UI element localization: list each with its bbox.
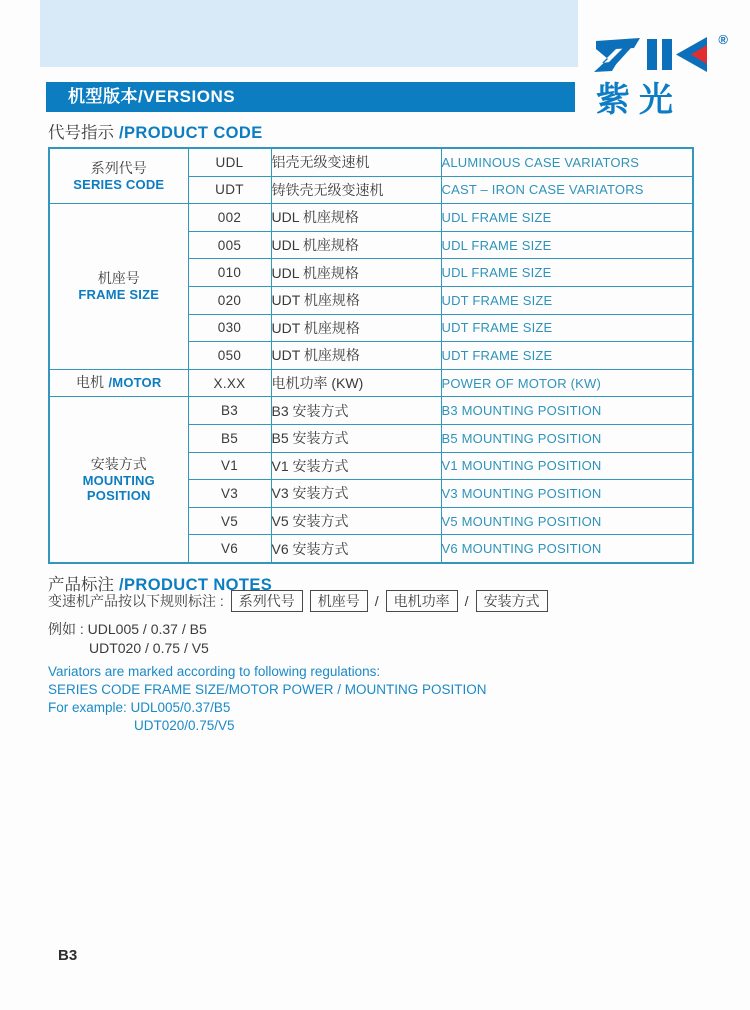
cell-desc-cn: 铸铁壳无级变速机 — [271, 176, 441, 204]
rule-box-frame-size: 机座号 — [310, 590, 368, 612]
product-code-title-cn: 代号指示 — [48, 124, 114, 142]
cell-desc-en: V5 MOUNTING POSITION — [441, 507, 693, 535]
cell-desc-en: UDT FRAME SIZE — [441, 342, 693, 370]
group-label-frame-size: 机座号 FRAME SIZE — [49, 204, 188, 370]
registered-mark: ® — [718, 32, 728, 47]
cell-desc-en: ALUMINOUS CASE VARIATORS — [441, 148, 693, 176]
cell-desc-en: POWER OF MOTOR (KW) — [441, 369, 693, 397]
cell-desc-en: UDL FRAME SIZE — [441, 231, 693, 259]
cell-desc-cn: V3 安装方式 — [271, 480, 441, 508]
cell-desc-cn: UDL 机座规格 — [271, 204, 441, 232]
english-notes-line2: SERIES CODE FRAME SIZE/MOTOR POWER / MOUNTING POSITION — [48, 682, 487, 697]
cell-code: 010 — [188, 259, 271, 287]
cell-desc-cn: UDL 机座规格 — [271, 231, 441, 259]
cell-desc-en: V6 MOUNTING POSITION — [441, 535, 693, 563]
example-value-2: UDT020 / 0.75 / V5 — [89, 640, 209, 656]
table-row — [49, 369, 693, 397]
cell-code: B3 — [188, 397, 271, 425]
table-row — [49, 204, 693, 232]
section-header-bar: 机型版本/VERSIONS — [46, 82, 575, 112]
rule-slash: / — [374, 593, 379, 609]
cell-desc-cn: V1 安装方式 — [271, 452, 441, 480]
cell-desc-en: CAST – IRON CASE VARIATORS — [441, 176, 693, 204]
cell-code: V1 — [188, 452, 271, 480]
cell-desc-en: V3 MOUNTING POSITION — [441, 480, 693, 508]
english-notes-line3: For example: UDL005/0.37/B5 — [48, 700, 231, 715]
cell-desc-cn: UDL 机座规格 — [271, 259, 441, 287]
marking-rule-line — [48, 590, 548, 612]
product-code-title — [48, 119, 263, 143]
rule-box-motor-power: 电机功率 — [386, 590, 458, 612]
cell-code: 020 — [188, 286, 271, 314]
product-code-title-en: /PRODUCT CODE — [119, 124, 263, 142]
cell-desc-en: UDL FRAME SIZE — [441, 259, 693, 287]
product-notes-title-en: /PRODUCT NOTES — [119, 576, 273, 594]
product-notes-title-cn: 产品标注 — [48, 576, 114, 594]
english-notes-line1: Variators are marked according to following regulations: — [48, 664, 381, 679]
cell-code: X.XX — [188, 369, 271, 397]
cell-code: UDL — [188, 148, 271, 176]
group-label-mounting-position: 安装方式 MOUNTING POSITION — [49, 397, 188, 563]
cell-desc-cn: 铝壳无级变速机 — [271, 148, 441, 176]
example-label: 例如 : — [48, 621, 84, 637]
cell-desc-en: B5 MOUNTING POSITION — [441, 424, 693, 452]
cell-desc-en: V1 MOUNTING POSITION — [441, 452, 693, 480]
top-band — [40, 0, 578, 67]
page-number: B3 — [58, 947, 78, 964]
cell-desc-en: B3 MOUNTING POSITION — [441, 397, 693, 425]
cell-code: 030 — [188, 314, 271, 342]
table-row — [49, 148, 693, 176]
zik-logo-icon — [594, 36, 714, 74]
group-label-motor: 电机 /MOTOR — [49, 369, 188, 397]
product-code-table — [48, 147, 694, 564]
cell-desc-cn: B5 安装方式 — [271, 424, 441, 452]
cell-desc-cn: UDT 机座规格 — [271, 342, 441, 370]
rule-box-mounting-position: 安装方式 — [476, 590, 548, 612]
brand-name-cn: 紫光 — [596, 81, 682, 119]
english-notes — [48, 663, 487, 735]
cell-desc-cn: UDT 机座规格 — [271, 286, 441, 314]
cell-desc-cn: V5 安装方式 — [271, 507, 441, 535]
cell-desc-en: UDT FRAME SIZE — [441, 286, 693, 314]
table-row — [49, 397, 693, 425]
cell-code: V6 — [188, 535, 271, 563]
cell-desc-cn: UDT 机座规格 — [271, 314, 441, 342]
cell-code: V5 — [188, 507, 271, 535]
example-line-2 — [48, 640, 209, 656]
marking-rule-intro: 变速机产品按以下规则标注 : — [48, 593, 224, 609]
group-label-series-code: 系列代号 SERIES CODE — [49, 148, 188, 204]
english-notes-line4: UDT020/0.75/V5 — [134, 718, 235, 733]
cell-code: 002 — [188, 204, 271, 232]
cell-desc-cn: V6 安装方式 — [271, 535, 441, 563]
cell-code: 050 — [188, 342, 271, 370]
cell-desc-cn: 电机功率 (KW) — [271, 369, 441, 397]
cell-code: B5 — [188, 424, 271, 452]
example-line-1 — [48, 619, 207, 639]
cell-desc-en: UDT FRAME SIZE — [441, 314, 693, 342]
rule-slash: / — [464, 593, 469, 609]
cell-desc-en: UDL FRAME SIZE — [441, 204, 693, 232]
cell-code: 005 — [188, 231, 271, 259]
cell-code: V3 — [188, 480, 271, 508]
cell-desc-cn: B3 安装方式 — [271, 397, 441, 425]
cell-code: UDT — [188, 176, 271, 204]
rule-box-series-code: 系列代号 — [231, 590, 303, 612]
example-value-1: UDL005 / 0.37 / B5 — [87, 621, 207, 637]
